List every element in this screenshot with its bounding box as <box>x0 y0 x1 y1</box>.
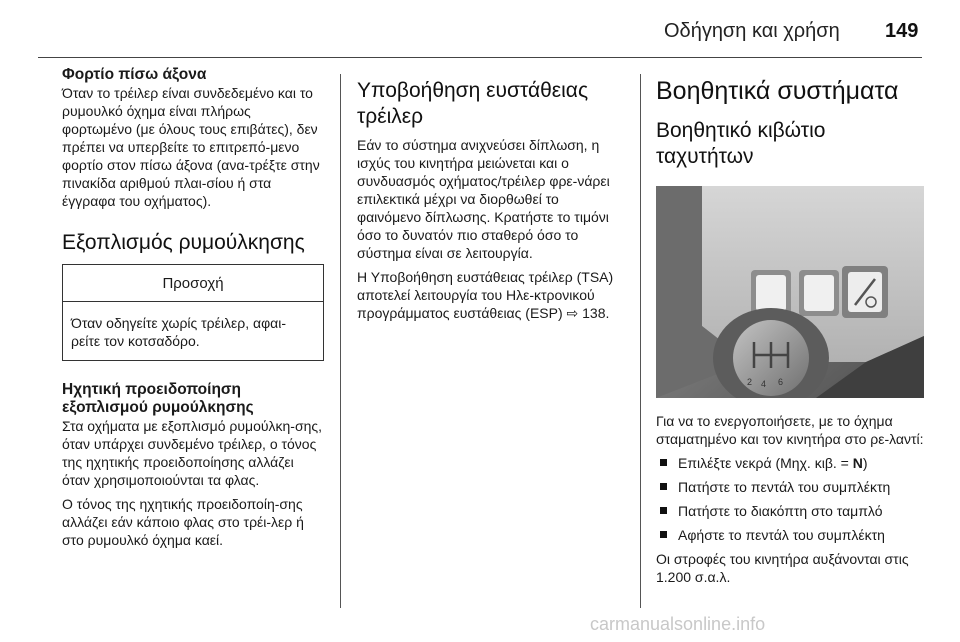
column-divider-1 <box>340 74 341 608</box>
dashboard-switch-photo <box>656 186 924 398</box>
list-item-tail: ) <box>862 455 868 471</box>
warning-title: Προσοχή <box>63 265 323 302</box>
page-number: 149 <box>885 20 919 42</box>
tsa-paragraph-2 <box>357 268 625 322</box>
list-item-text: Πατήστε το διακόπτη στο ταμπλό <box>678 503 883 519</box>
section-heading-assist-systems: Βοηθητικά συστήματα <box>656 77 899 105</box>
section-heading-towing-equipment: Εξοπλισμός ρυμούλκησης <box>62 231 305 254</box>
list-item <box>656 526 924 544</box>
column-1 <box>62 66 324 549</box>
bullet-square-icon <box>660 483 667 490</box>
column-3 <box>656 76 924 586</box>
auxiliary-gearbox-switch <box>842 266 888 318</box>
tsa-paragraph-1: Εάν το σύστημα ανιχνεύσει δίπλωση, η ισχύς του κινητήρα μειώνεται και ο συνδυασμός οχήματος/τρέιλερ φρε-νάρει επιλεκτικά μέχρι να διορθωθεί το φαινόμενο δίπλωσης. Κρατήστε το τιμόνι όσο το δυνατόν πιο σταθερό όσο το σύστημα είναι σε λειτουργία. <box>357 137 610 261</box>
column-divider-2 <box>640 74 641 608</box>
warning-box <box>62 264 324 361</box>
gear-label-6: 6 <box>778 377 784 387</box>
list-item-text: Επιλέξτε νεκρά (Μηχ. κιβ. = <box>678 455 853 471</box>
list-item <box>656 502 924 520</box>
warning-text: Όταν οδηγείτε χωρίς τρέιλερ, αφαι-ρείτε τον κοτσαδόρο. <box>71 315 287 349</box>
watermark: carmanualsonline.info <box>590 614 766 634</box>
section-heading-rear-axle-load: Φορτίο πίσω άξονα <box>62 66 207 83</box>
activation-instructions: Για να το ενεργοποιήσετε, με το όχημα σταματημένο και τον κινητήρα στο ρε-λαντί: <box>656 413 924 447</box>
towing-warning-paragraph-1: Στα οχήματα με εξοπλισμό ρυμούλκη-σης, όταν υπάρχει συνδεμένο τρέιλερ, ο τόνος της ηχητικής προειδοποίησης αλλάζει όταν χρησιμοποιούνται τα φλας. <box>62 418 323 488</box>
list-item <box>656 478 924 496</box>
section-heading-towing-audible-warning: Ηχητική προειδοποίηση εξοπλισμού ρυμούλκησης <box>62 381 254 416</box>
page-header-title: Οδήγηση και χρήση <box>664 20 840 42</box>
bullet-square-icon <box>660 507 667 514</box>
header-rule <box>38 57 922 58</box>
list-item-bold: N <box>852 455 863 471</box>
section-heading-trailer-stability-assist: Υποβοήθηση ευστάθειας τρέιλερ <box>357 79 589 128</box>
subheading-auxiliary-gearbox: Βοηθητικό κιβώτιο ταχυτήτων <box>656 119 826 168</box>
dashboard-switch-2 <box>799 270 839 316</box>
page-reference-link[interactable]: 138. <box>582 305 610 321</box>
bullet-square-icon <box>660 531 667 538</box>
list-item <box>656 454 924 472</box>
towing-warning-paragraph-2: Ο τόνος της ηχητικής προειδοποίη-σης αλλάζει εάν κάποιο φλας στο τρέι-λερ ή στο ρυμουλκό όχημα καεί. <box>62 496 304 548</box>
tsa-paragraph-2-text: Η Υποβοήθηση ευστάθειας τρέιλερ (TSA) αποτελεί λειτουργία του Ηλε-κτρονικού προγράμματος ευστάθειας (ESP) <box>357 269 614 321</box>
gear-label-2: 2 <box>747 377 753 387</box>
bullet-square-icon <box>660 459 667 466</box>
column-2 <box>357 78 625 322</box>
gear-label-4: 4 <box>761 379 767 389</box>
activation-steps-list <box>656 454 924 544</box>
page-reference-arrow-icon: ⇨ <box>566 305 579 321</box>
rear-axle-load-text: Όταν το τρέιλερ είναι συνδεδεμένο και το ρυμουλκό όχημα είναι πλήρως φορτωμένο (με όλους τους επιβάτες), δεν πρέπει να υπερβείτε το επιτρεπό-μενο φορτίο στον πίσω άξονα (ανα-τρέξτε στην πινακίδα αριθμού πλαι-σίου ή στα έγγραφα του οχήματος). <box>62 85 320 209</box>
engine-speed-note: Οι στροφές του κινητήρα αυξάνονται στις 1.200 σ.α.λ. <box>656 551 909 585</box>
list-item-text: Αφήστε το πεντάλ του συμπλέκτη <box>678 527 885 543</box>
list-item-text: Πατήστε το πεντάλ του συμπλέκτη <box>678 479 891 495</box>
